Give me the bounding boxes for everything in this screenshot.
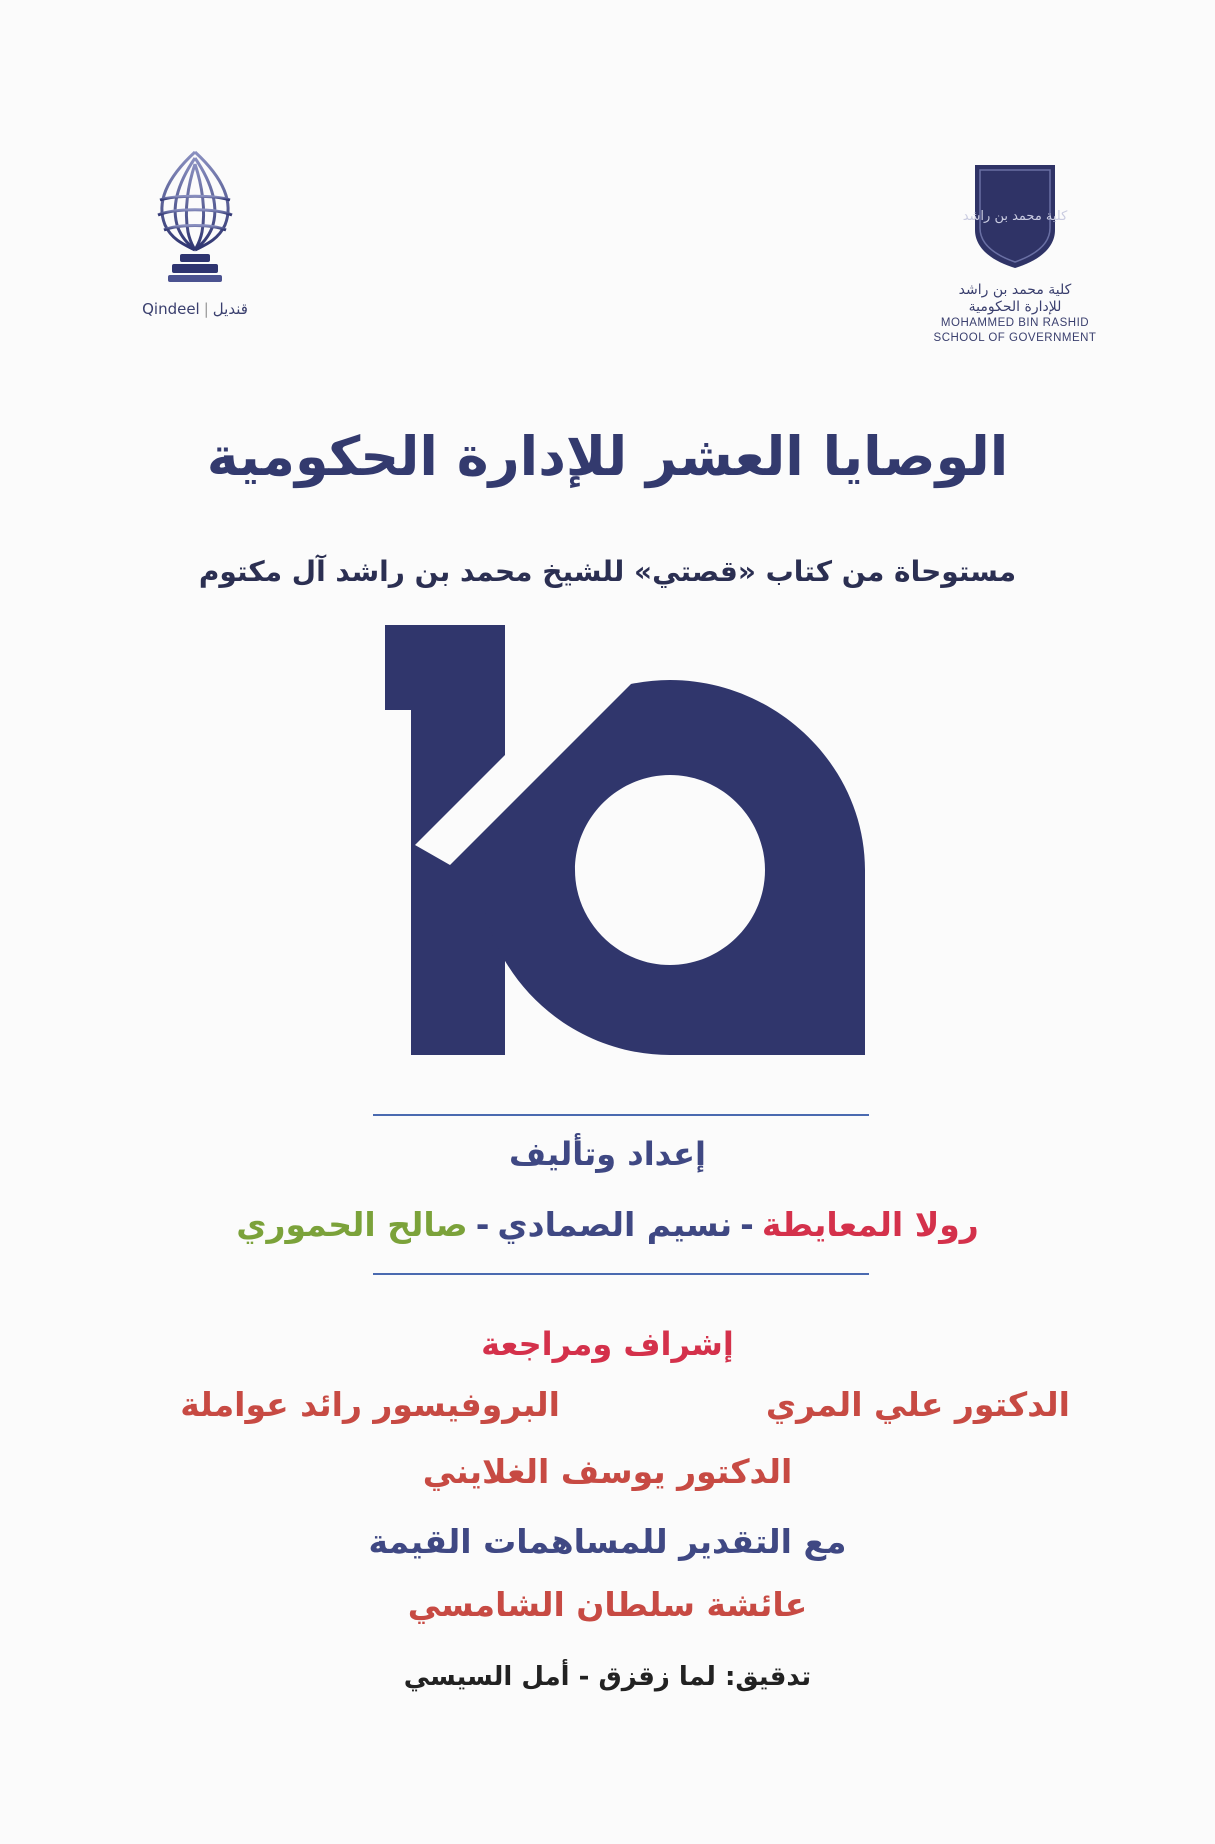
qindeel-logo: [120, 150, 270, 318]
acknowledgement-label: مع التقدير للمساهمات القيمة: [368, 1522, 847, 1561]
reviewers-row: [0, 1385, 1215, 1445]
authors-label: إعداد وتأليف: [509, 1135, 706, 1173]
supervision-label: إشراف ومراجعة: [481, 1325, 734, 1363]
author-3: صالح الحموري: [236, 1205, 468, 1244]
proofreading-credit: تدقيق: لما زقزق - أمل السيسي: [403, 1662, 812, 1692]
mbr-name-ar-line1: كلية محمد بن راشد: [958, 282, 1072, 298]
qindeel-separator: |: [203, 300, 209, 318]
lantern-icon: [150, 150, 240, 290]
reviewer-2: البروفيسور رائد عواملة: [180, 1385, 560, 1424]
reviewer-1: الدكتور علي المري: [765, 1385, 1070, 1424]
author-1: رولا المعايطة: [761, 1205, 979, 1244]
mbr-name-en-line1: MOHAMMED BIN RASHID: [940, 317, 1090, 329]
authors-names: [0, 1205, 1215, 1244]
mbr-name-ar-line2: للإدارة الحكومية: [968, 299, 1062, 315]
qindeel-name-en: Qindeel: [142, 300, 200, 318]
author-separator: -: [475, 1205, 490, 1244]
book-title: الوصايا العشر للإدارة الحكومية: [206, 425, 1009, 488]
qindeel-name-ar: قنديل: [212, 300, 248, 318]
shield-emblem-icon: [962, 160, 1068, 270]
mbr-name-en-line2: SCHOOL OF GOVERNMENT: [933, 332, 1097, 344]
reviewer-3: الدكتور يوسف الغلايني: [422, 1452, 793, 1491]
acknowledgement-name: عائشة سلطان الشامسي: [407, 1585, 808, 1624]
number-10-mark-icon: [385, 625, 865, 1055]
mbr-name-en: [915, 316, 1115, 346]
mbr-name-ar: [915, 282, 1115, 316]
mbr-school-logo: [915, 160, 1115, 346]
emblem-calligraphy: كلية محمد بن راشد: [962, 209, 1068, 224]
book-subtitle: مستوحاة من كتاب «قصتي» للشيخ محمد بن راشد آل مكتوم: [198, 555, 1017, 588]
author-separator: -: [740, 1205, 754, 1244]
divider-top: [373, 1114, 869, 1116]
divider-bottom: [373, 1273, 869, 1275]
qindeel-caption: [120, 300, 270, 318]
author-2: نسيم الصمادي: [497, 1205, 733, 1244]
